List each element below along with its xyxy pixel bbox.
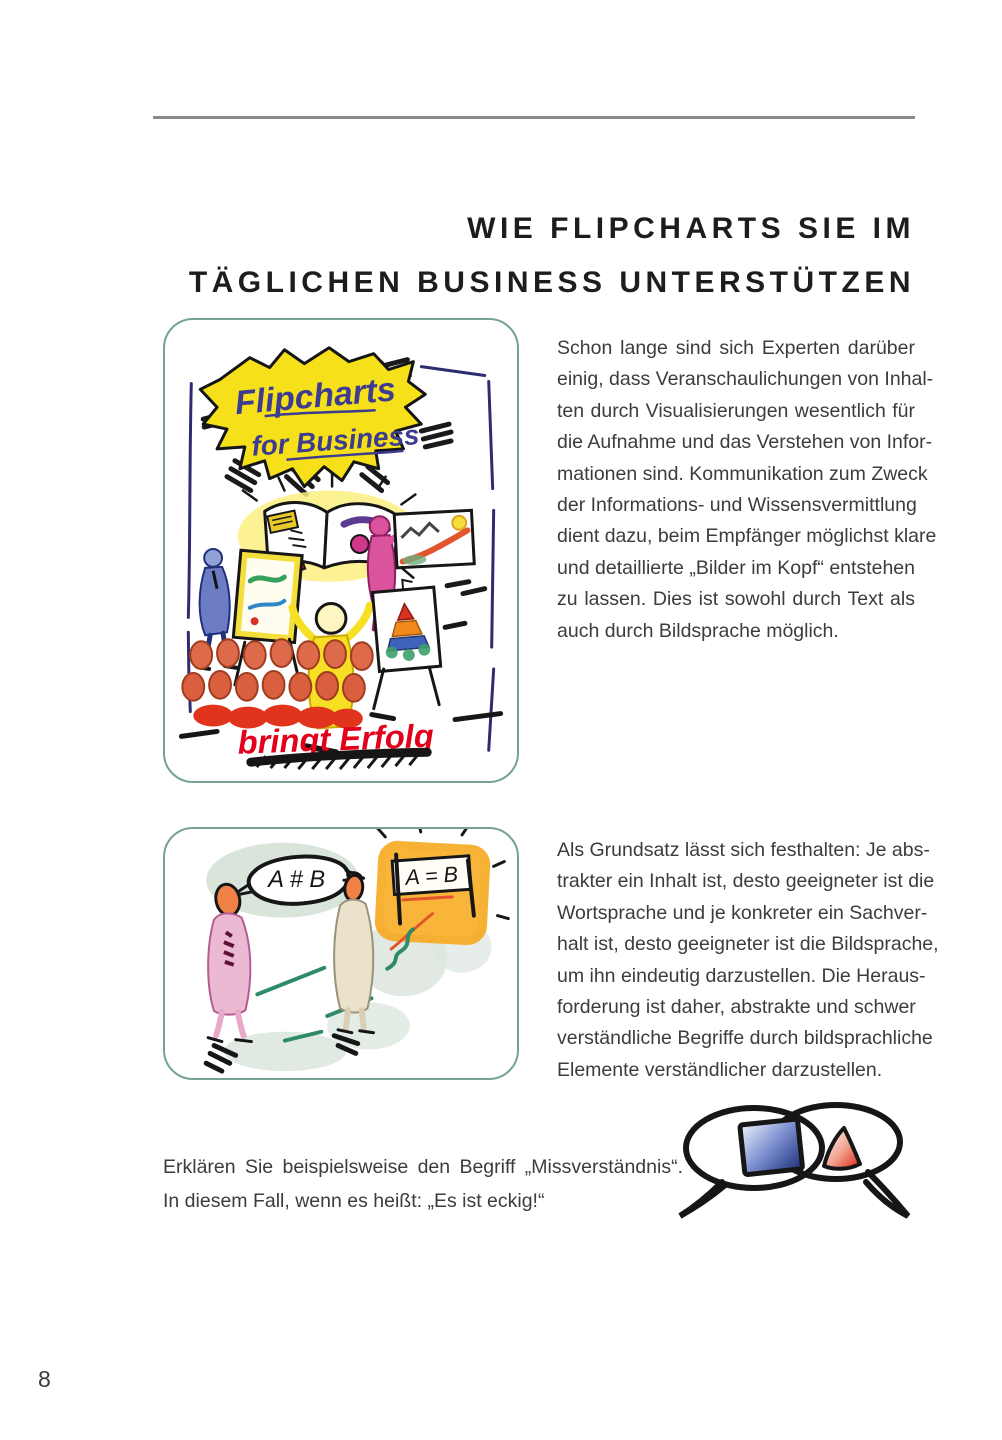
misunderstanding-bubbles-art bbox=[668, 1086, 916, 1238]
figure-abstract-concrete bbox=[163, 827, 519, 1080]
comparison-illustration bbox=[165, 829, 517, 1078]
page-title bbox=[189, 202, 915, 310]
text-line: die Aufnahme und das Verstehen von Infor- bbox=[557, 431, 933, 454]
text-line: dient dazu, beim Empfänger möglichst klare bbox=[557, 525, 937, 548]
page-title-line1: WIE FLIPCHARTS SIE IM bbox=[467, 212, 915, 245]
text-line: trakter ein Inhalt ist, desto geeigneter ist die bbox=[557, 870, 935, 893]
text-line: halt ist, desto geeigneter ist die Bildsprache, bbox=[557, 933, 939, 956]
text-line: forderung ist daher, abstrakte und schwer bbox=[557, 996, 916, 1019]
blue-square-icon bbox=[740, 1119, 803, 1175]
flipchart-board bbox=[374, 829, 508, 949]
speech-bubbles-illustration bbox=[668, 1086, 916, 1238]
intro-paragraph bbox=[557, 333, 937, 647]
text-line: ten durch Visualisierungen wesentlich für bbox=[557, 399, 915, 422]
text-line: Schon lange sind sich Experten darüber bbox=[557, 337, 915, 359]
text-line: In diesem Fall, wenn es heißt: „Es ist eckig!“ bbox=[163, 1189, 545, 1212]
text-line: verständliche Begriffe durch bildsprachliche bbox=[557, 1027, 933, 1050]
starburst bbox=[200, 348, 425, 487]
text-line: mationen sind. Kommunikation zum Zweck bbox=[557, 462, 928, 485]
page-number: 8 bbox=[38, 1366, 51, 1392]
text-line: zu lassen. Dies ist sowohl durch Text als bbox=[557, 588, 915, 611]
text-line: um ihn eindeutig darzustellen. Die Heraus- bbox=[557, 964, 926, 987]
pyramid-flipchart bbox=[372, 577, 441, 671]
flipchart-poster-illustration bbox=[165, 320, 517, 781]
principle-paragraph bbox=[557, 835, 939, 1086]
text-line: einig, dass Veranschaulichungen von Inhal- bbox=[557, 368, 934, 391]
text-line: auch durch Bildsprache möglich. bbox=[557, 619, 839, 642]
top-rule bbox=[153, 116, 915, 119]
text-line: Elemente verständlicher darzustellen. bbox=[557, 1058, 883, 1081]
figure-flipcharts-poster bbox=[163, 318, 519, 783]
red-triangle-icon bbox=[824, 1128, 860, 1169]
board-formula: A = B bbox=[404, 861, 459, 890]
text-line: Erklären Sie beispielsweise den Begriff „Missverständnis“. bbox=[163, 1156, 683, 1178]
yellow-flipchart bbox=[233, 550, 302, 642]
bubble-formula: A # B bbox=[268, 867, 326, 894]
audience-rows bbox=[182, 639, 372, 728]
poster-headline-line1: Flipcharts bbox=[233, 370, 398, 423]
poster-headline-line2: for Business bbox=[250, 419, 421, 462]
poster-caption: bringt Erfolg bbox=[236, 716, 435, 761]
wall-chart bbox=[394, 510, 474, 568]
pyramid-easel-legs bbox=[374, 667, 439, 709]
page-title-line2: TÄGLICHEN BUSINESS UNTERSTÜTZEN bbox=[188, 266, 915, 299]
text-line: Wortsprache und je konkreter ein Sachver- bbox=[557, 901, 928, 924]
example-paragraph bbox=[163, 1151, 683, 1218]
text-line: Als Grundsatz lässt sich festhalten: Je abs- bbox=[557, 839, 930, 861]
text-line: und detaillierte „Bilder im Kopf“ entstehen bbox=[557, 556, 915, 579]
text-line: der Informations- und Wissensvermittlung bbox=[557, 494, 917, 517]
